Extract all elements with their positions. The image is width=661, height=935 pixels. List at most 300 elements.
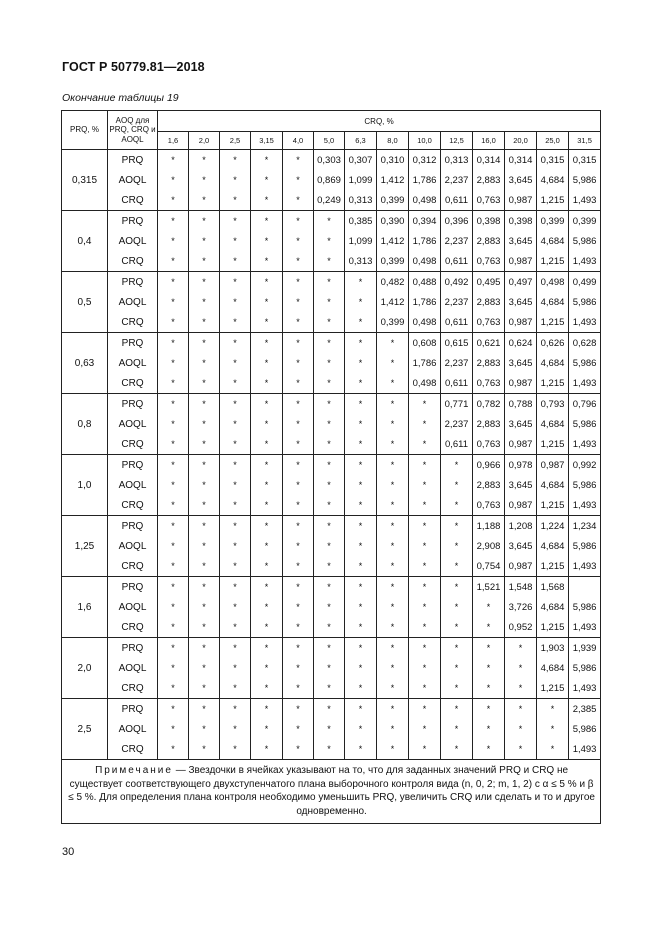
crq-value-header: 6,3 [345, 132, 377, 150]
value-cell: * [251, 251, 283, 272]
row-type-cell: AOQL [108, 597, 158, 617]
value-cell: * [377, 516, 409, 537]
value-cell: * [377, 333, 409, 354]
value-cell: * [314, 617, 345, 638]
row-type-cell: PRQ [108, 272, 158, 293]
value-cell: * [251, 699, 283, 720]
crq-value-header: 10,0 [409, 132, 441, 150]
value-cell: * [345, 312, 377, 333]
value-cell: * [283, 617, 314, 638]
value-cell: * [377, 373, 409, 394]
value-cell: * [220, 597, 251, 617]
row-type-cell: PRQ [108, 516, 158, 537]
value-cell: 2,237 [441, 292, 473, 312]
value-cell: 0,497 [505, 272, 537, 293]
value-cell: * [283, 597, 314, 617]
value-cell: * [314, 699, 345, 720]
value-cell: 2,883 [473, 414, 505, 434]
table-row [62, 495, 601, 516]
value-cell: * [283, 536, 314, 556]
table-row [62, 597, 601, 617]
value-cell: * [345, 719, 377, 739]
value-cell: * [283, 170, 314, 190]
table-row [62, 394, 601, 415]
table-row [62, 658, 601, 678]
value-cell: * [283, 516, 314, 537]
row-type-cell: CRQ [108, 190, 158, 211]
value-cell: * [220, 495, 251, 516]
value-cell: * [158, 312, 189, 333]
value-cell: * [189, 251, 220, 272]
value-cell: * [283, 638, 314, 659]
value-cell: 2,237 [441, 231, 473, 251]
value-cell: * [251, 211, 283, 232]
value-cell: * [189, 312, 220, 333]
value-cell: * [283, 333, 314, 354]
value-cell: * [505, 658, 537, 678]
value-cell: 5,986 [569, 414, 601, 434]
value-cell: 4,684 [537, 414, 569, 434]
value-cell: * [220, 272, 251, 293]
value-cell: * [220, 638, 251, 659]
value-cell: * [441, 638, 473, 659]
value-cell: * [441, 536, 473, 556]
row-type-cell: AOQL [108, 231, 158, 251]
value-cell: 4,684 [537, 475, 569, 495]
value-cell: * [251, 333, 283, 354]
value-cell: * [158, 292, 189, 312]
table-row [62, 577, 601, 598]
value-cell: 0,763 [473, 434, 505, 455]
value-cell: 1,099 [345, 170, 377, 190]
value-cell: * [251, 597, 283, 617]
value-cell: * [251, 353, 283, 373]
value-cell: 0,782 [473, 394, 505, 415]
value-cell: 1,786 [409, 353, 441, 373]
value-cell: * [409, 455, 441, 476]
value-cell: * [345, 699, 377, 720]
value-cell: * [220, 353, 251, 373]
value-cell: * [409, 414, 441, 434]
value-cell: * [251, 312, 283, 333]
value-cell: * [345, 455, 377, 476]
table-row [62, 556, 601, 577]
row-type-cell: AOQL [108, 170, 158, 190]
value-cell: * [251, 638, 283, 659]
value-cell: 5,986 [569, 536, 601, 556]
value-cell: 1,493 [569, 312, 601, 333]
value-cell: * [377, 699, 409, 720]
value-cell: * [345, 577, 377, 598]
value-cell: * [220, 678, 251, 699]
value-cell: * [314, 678, 345, 699]
table-row [62, 231, 601, 251]
value-cell: 0,987 [505, 312, 537, 333]
value-cell: * [314, 719, 345, 739]
value-cell: 0,315 [537, 150, 569, 171]
value-cell: * [314, 353, 345, 373]
value-cell: 0,399 [569, 211, 601, 232]
value-cell: * [189, 373, 220, 394]
table-note [62, 760, 601, 824]
value-cell: * [537, 699, 569, 720]
value-cell: * [377, 394, 409, 415]
value-cell: * [220, 150, 251, 171]
value-cell: * [409, 699, 441, 720]
value-cell: * [409, 475, 441, 495]
value-cell: 0,611 [441, 373, 473, 394]
value-cell: * [158, 170, 189, 190]
value-cell: * [251, 394, 283, 415]
value-cell: * [409, 495, 441, 516]
value-cell: 0,793 [537, 394, 569, 415]
value-cell: * [314, 556, 345, 577]
value-cell: 0,398 [473, 211, 505, 232]
crq-value-header: 1,6 [158, 132, 189, 150]
value-cell: 2,883 [473, 353, 505, 373]
value-cell: 3,726 [505, 597, 537, 617]
value-cell: * [314, 231, 345, 251]
value-cell: 1,903 [537, 638, 569, 659]
value-cell: * [473, 699, 505, 720]
value-cell: * [314, 211, 345, 232]
value-cell: 4,684 [537, 170, 569, 190]
row-type-cell: CRQ [108, 495, 158, 516]
row-type-cell: PRQ [108, 394, 158, 415]
value-cell: 0,498 [409, 190, 441, 211]
value-cell: * [158, 373, 189, 394]
value-cell: 1,234 [569, 516, 601, 537]
value-cell: 0,611 [441, 190, 473, 211]
value-cell: * [251, 739, 283, 760]
value-cell: 3,645 [505, 292, 537, 312]
table-row [62, 150, 601, 171]
value-cell: * [220, 373, 251, 394]
value-cell: * [251, 577, 283, 598]
value-cell: 1,939 [569, 638, 601, 659]
value-cell: * [220, 190, 251, 211]
value-cell: * [345, 272, 377, 293]
value-cell: * [283, 251, 314, 272]
value-cell: 0,966 [473, 455, 505, 476]
value-cell: 1,215 [537, 251, 569, 272]
value-cell: 0,763 [473, 190, 505, 211]
value-cell: * [189, 699, 220, 720]
value-cell: * [505, 739, 537, 760]
value-cell: 1,215 [537, 190, 569, 211]
value-cell: * [220, 617, 251, 638]
value-cell: * [158, 251, 189, 272]
value-cell: * [283, 150, 314, 171]
value-cell: 1,188 [473, 516, 505, 537]
value-cell: 4,684 [537, 353, 569, 373]
value-cell: 0,615 [441, 333, 473, 354]
value-cell: 1,493 [569, 556, 601, 577]
value-cell: 0,626 [537, 333, 569, 354]
prq-value-cell: 2,5 [62, 699, 108, 760]
value-cell: 1,493 [569, 251, 601, 272]
table-row [62, 719, 601, 739]
value-cell: 0,385 [345, 211, 377, 232]
value-cell: 1,493 [569, 190, 601, 211]
value-cell: * [409, 516, 441, 537]
value-cell: * [189, 638, 220, 659]
row-type-cell: AOQL [108, 719, 158, 739]
value-cell: 1,412 [377, 292, 409, 312]
value-cell: 0,399 [537, 211, 569, 232]
value-cell: 2,883 [473, 231, 505, 251]
row-type-cell: CRQ [108, 556, 158, 577]
value-cell: * [220, 434, 251, 455]
value-cell: 0,249 [314, 190, 345, 211]
crq-value-header: 12,5 [441, 132, 473, 150]
table-row [62, 272, 601, 293]
value-cell: 3,645 [505, 231, 537, 251]
row-type-cell: PRQ [108, 333, 158, 354]
row-type-cell: CRQ [108, 251, 158, 272]
value-cell: * [473, 617, 505, 638]
value-cell: * [441, 678, 473, 699]
value-cell: 1,215 [537, 373, 569, 394]
value-cell: * [377, 739, 409, 760]
value-cell: 2,883 [473, 170, 505, 190]
value-cell: 3,645 [505, 536, 537, 556]
value-cell: * [283, 394, 314, 415]
value-cell: 0,987 [505, 556, 537, 577]
value-cell: * [158, 678, 189, 699]
value-cell: * [189, 516, 220, 537]
value-cell: * [345, 414, 377, 434]
value-cell: * [441, 577, 473, 598]
value-cell: * [283, 312, 314, 333]
value-cell: * [441, 719, 473, 739]
value-cell: * [377, 353, 409, 373]
value-cell: * [220, 699, 251, 720]
value-cell: 5,986 [569, 292, 601, 312]
value-cell: * [441, 699, 473, 720]
value-cell: 0,771 [441, 394, 473, 415]
value-cell: 0,394 [409, 211, 441, 232]
value-cell: * [314, 597, 345, 617]
value-cell: * [345, 373, 377, 394]
value-cell: * [251, 272, 283, 293]
value-cell: * [283, 292, 314, 312]
table-row [62, 455, 601, 476]
value-cell: * [251, 495, 283, 516]
value-cell: 4,684 [537, 292, 569, 312]
crq-value-header: 8,0 [377, 132, 409, 150]
value-cell: * [377, 536, 409, 556]
table-row [62, 475, 601, 495]
value-cell: * [189, 658, 220, 678]
value-cell: * [537, 719, 569, 739]
value-cell: 1,548 [505, 577, 537, 598]
table-row [62, 170, 601, 190]
value-cell: * [251, 434, 283, 455]
value-cell: 0,482 [377, 272, 409, 293]
prq-value-cell: 0,8 [62, 394, 108, 455]
value-cell: * [189, 211, 220, 232]
value-cell: 1,208 [505, 516, 537, 537]
value-cell: * [537, 739, 569, 760]
value-cell: * [473, 638, 505, 659]
value-cell: * [345, 516, 377, 537]
value-cell: * [473, 597, 505, 617]
value-cell: * [251, 292, 283, 312]
value-cell: * [283, 577, 314, 598]
value-cell: * [189, 495, 220, 516]
prq-value-cell: 1,0 [62, 455, 108, 516]
value-cell: * [189, 617, 220, 638]
value-cell: * [505, 678, 537, 699]
table-row [62, 678, 601, 699]
value-cell: * [314, 414, 345, 434]
value-cell: * [189, 556, 220, 577]
value-cell: * [220, 394, 251, 415]
value-cell: 0,987 [505, 190, 537, 211]
value-cell: * [158, 190, 189, 211]
value-cell: * [251, 150, 283, 171]
row-type-cell: CRQ [108, 312, 158, 333]
value-cell: 0,987 [505, 251, 537, 272]
table-row [62, 251, 601, 272]
value-cell: 1,493 [569, 678, 601, 699]
value-cell: * [158, 495, 189, 516]
value-cell: 2,883 [473, 475, 505, 495]
crq-value-header: 20,0 [505, 132, 537, 150]
value-cell: * [441, 556, 473, 577]
value-cell: 0,312 [409, 150, 441, 171]
value-cell: * [409, 394, 441, 415]
value-cell: 5,986 [569, 170, 601, 190]
value-cell: * [345, 638, 377, 659]
value-cell: * [220, 577, 251, 598]
value-cell: * [220, 455, 251, 476]
value-cell: * [441, 597, 473, 617]
value-cell: * [158, 353, 189, 373]
value-cell: * [283, 719, 314, 739]
table-row [62, 414, 601, 434]
note-label: Примечание [95, 765, 173, 776]
value-cell: 0,978 [505, 455, 537, 476]
value-cell: 1,786 [409, 231, 441, 251]
value-cell: 0,869 [314, 170, 345, 190]
value-cell: * [345, 333, 377, 354]
crq-value-header: 2,5 [220, 132, 251, 150]
value-cell: * [473, 739, 505, 760]
value-cell: * [345, 353, 377, 373]
value-cell: * [158, 556, 189, 577]
value-cell: * [189, 577, 220, 598]
row-type-cell: AOQL [108, 292, 158, 312]
value-cell: * [220, 292, 251, 312]
value-cell: * [158, 658, 189, 678]
value-cell: 1,493 [569, 495, 601, 516]
value-cell: * [473, 658, 505, 678]
value-cell: 0,624 [505, 333, 537, 354]
crq-value-header: 4,0 [283, 132, 314, 150]
value-cell: * [283, 434, 314, 455]
value-cell: 0,498 [409, 312, 441, 333]
value-cell: 1,568 [537, 577, 569, 598]
value-cell: 1,786 [409, 170, 441, 190]
value-cell: * [314, 536, 345, 556]
value-cell: * [220, 536, 251, 556]
value-cell: 0,763 [473, 251, 505, 272]
value-cell: * [441, 658, 473, 678]
table-row [62, 353, 601, 373]
crq-value-header: 2,0 [189, 132, 220, 150]
value-cell: * [345, 597, 377, 617]
prq-value-cell: 0,4 [62, 211, 108, 272]
crq-value-header: 31,5 [569, 132, 601, 150]
value-cell: * [220, 739, 251, 760]
value-cell: * [409, 556, 441, 577]
value-cell: 0,621 [473, 333, 505, 354]
value-cell: * [220, 170, 251, 190]
value-cell: * [158, 617, 189, 638]
value-cell: * [189, 190, 220, 211]
value-cell: * [314, 577, 345, 598]
value-cell: 0,987 [505, 434, 537, 455]
value-cell: * [409, 658, 441, 678]
value-cell: * [314, 516, 345, 537]
row-type-cell: CRQ [108, 739, 158, 760]
value-cell: 0,611 [441, 312, 473, 333]
value-cell: * [189, 719, 220, 739]
value-cell: * [377, 638, 409, 659]
value-cell: * [283, 678, 314, 699]
value-cell: 0,498 [409, 251, 441, 272]
value-cell: * [158, 455, 189, 476]
value-cell: 1,215 [537, 495, 569, 516]
value-cell: * [189, 536, 220, 556]
value-cell: * [409, 577, 441, 598]
value-cell: * [220, 516, 251, 537]
value-cell: * [220, 312, 251, 333]
row-type-cell: CRQ [108, 373, 158, 394]
row-type-cell: PRQ [108, 699, 158, 720]
value-cell: * [345, 739, 377, 760]
value-cell: 5,986 [569, 719, 601, 739]
table-row [62, 739, 601, 760]
prq-value-cell: 0,5 [62, 272, 108, 333]
value-cell: * [345, 475, 377, 495]
value-cell: 1,412 [377, 170, 409, 190]
value-cell: 1,099 [345, 231, 377, 251]
value-cell: * [189, 231, 220, 251]
value-cell: * [283, 190, 314, 211]
value-cell: * [409, 617, 441, 638]
aoq-column-header: AOQ для PRQ, CRQ и AOQL [108, 111, 158, 150]
prq-value-cell: 0,63 [62, 333, 108, 394]
value-cell: 4,684 [537, 231, 569, 251]
table-row [62, 333, 601, 354]
value-cell: * [189, 150, 220, 171]
table-row [62, 516, 601, 537]
table-body [62, 150, 601, 760]
value-cell: * [220, 251, 251, 272]
value-cell: * [377, 556, 409, 577]
value-cell: * [158, 231, 189, 251]
value-cell: 0,314 [473, 150, 505, 171]
crq-group-header: CRQ, % [158, 111, 601, 132]
value-cell: 1,412 [377, 231, 409, 251]
value-cell: 1,215 [537, 434, 569, 455]
value-cell: 5,986 [569, 475, 601, 495]
note-text: — Звездочки в ячейках указывают на то, что для заданных значений PRQ и CRQ не существует соответствующего двухступенчатого плана выборочного контроля вида (n, 0, 2; m, 1, 2) с α ≤ 5 % и β ≤ 5 %. Для определения плана контроля необходимо уменьшить PRQ, увеличить CRQ или сделать и то и другое одновременно. [68, 765, 595, 817]
value-cell: * [314, 434, 345, 455]
